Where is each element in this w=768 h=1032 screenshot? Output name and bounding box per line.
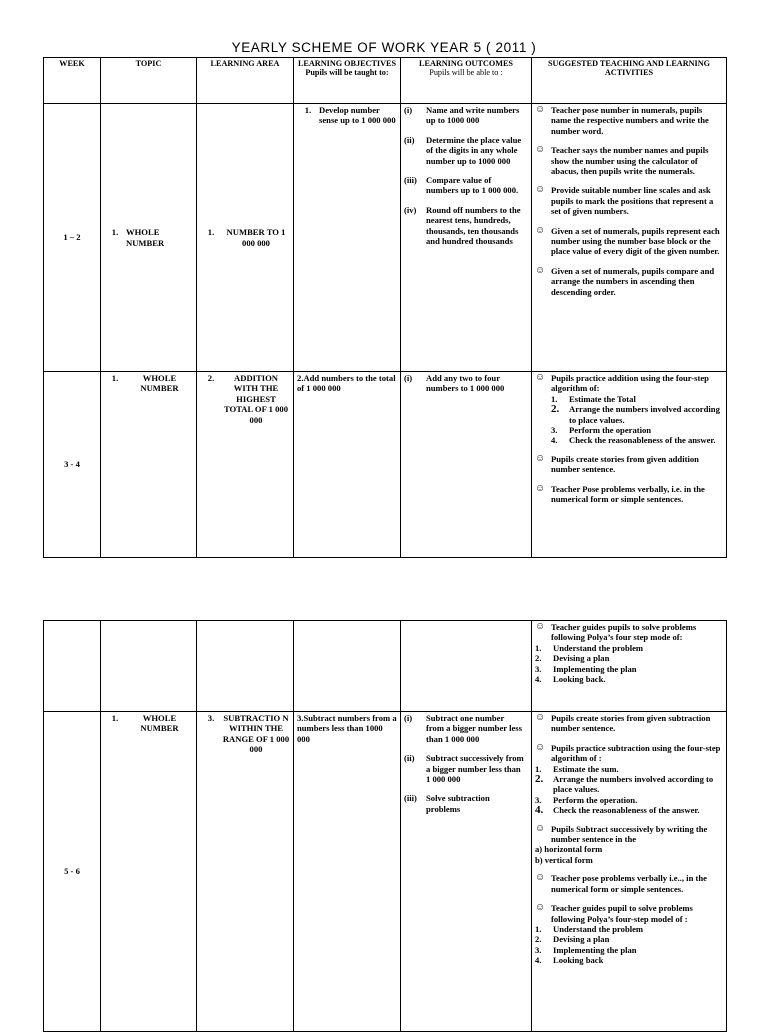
outcome-item: (ii) Subtract successively from a bigger number less than 1 000 000 [404, 753, 524, 785]
topic-text: WHOLE NUMBER [140, 373, 179, 394]
smiley-icon: ☺ [535, 144, 546, 156]
topic-cell [101, 712, 197, 1032]
activity-item: ☺ Teacher pose problems verbally i.e.., in the numerical form or simple sentences. [535, 872, 707, 894]
header-outcomes-sub: Pupils will be able to : [429, 68, 503, 78]
outcome-item: (iii) Solve subtraction problems [404, 793, 490, 814]
week-cell: 5 - 6 [44, 712, 101, 1032]
list-item: 4. Check the reasonableness of the answer. [551, 435, 716, 446]
activities-cell [532, 621, 727, 712]
list-item: 3. Perform the operation. [535, 794, 638, 805]
smiley-icon: ☺ [535, 184, 546, 196]
header-topic: TOPIC [101, 58, 197, 104]
activity-item: ☺ Given a set of numerals, pupils compare and arrange the numbers in ascending then descending order. [535, 264, 715, 297]
header-objectives-sub: Pupils will be taught to: [305, 68, 389, 78]
smiley-icon: ☺ [535, 482, 546, 494]
header-objectives-title: LEARNING OBJECTIVES [297, 59, 397, 68]
list-item: 4. Looking back [535, 955, 604, 966]
area-text: ADDITION WITH THE HIGHEST TOTAL OF 1 000 000 [223, 373, 289, 425]
activity-item: ☺ Teacher guides pupil to solve problems following Polya’s four-step model of : [535, 902, 693, 924]
activities-cell [532, 372, 727, 558]
header-learning-objectives [294, 58, 401, 104]
scheme-table-2 [43, 620, 727, 1032]
list-item: 3. Implementing the plan [535, 663, 637, 674]
outcome-item: (i) Name and write numbers up to 1000 000 [404, 105, 520, 126]
outcome-item: (ii) Determine the place value of the digits in any whole number up to 1000 000 [404, 134, 522, 166]
smiley-icon: ☺ [535, 902, 546, 914]
outcome-item: (i) Add any two to four numbers to 1 000 000 [404, 373, 505, 394]
week-cell: 1 – 2 [44, 104, 101, 372]
polya-steps [535, 643, 723, 685]
topic-cell [101, 621, 197, 712]
scheme-table-1 [43, 57, 727, 558]
learning-area-cell [197, 621, 294, 712]
topic-number: 1. [111, 713, 119, 723]
activity-item: ☺ Given a set of numerals, pupils represent each number using the number base block or the place value of every digit of the given number. [535, 224, 720, 257]
smiley-icon: ☺ [535, 822, 546, 834]
polya-steps [535, 924, 723, 966]
list-item: 4. Looking back. [535, 674, 606, 685]
outcomes-cell [401, 104, 532, 372]
area-text: SUBTRACTIO N WITHIN THE RANGE OF 1 000 000 [222, 713, 290, 755]
list-item: 2. Devising a plan [535, 653, 610, 664]
forms-list [535, 844, 723, 865]
list-item: 1. Estimate the Total [551, 393, 636, 404]
header-week: WEEK [44, 58, 101, 104]
algorithm-steps [535, 764, 723, 816]
algorithm-steps [551, 394, 723, 446]
smiley-icon: ☺ [535, 712, 546, 723]
list-item: b) vertical form [535, 854, 593, 865]
activity-item: ☺ Pupils practice addition using the four-step algorithm of: [535, 372, 709, 394]
area-text: NUMBER TO 1 000 000 [226, 227, 286, 248]
objective-number: 1. [304, 105, 312, 115]
learning-area-cell [197, 712, 294, 1032]
outcomes-cell [401, 372, 532, 558]
activity-item: ☺ Provide suitable number line scales and ask pupils to mark the positions that represent a set of given numbers. [535, 184, 714, 217]
table-row [44, 712, 727, 1032]
header-learning-area: LEARNING AREA [197, 58, 294, 104]
outcomes-cell [401, 712, 532, 1032]
list-item: 4. Check the reasonableness of the answer. [535, 804, 700, 817]
activity-item: ☺ Teacher guides pupils to solve problems following Polya’s four step mode of: [535, 621, 697, 643]
header-learning-outcomes [401, 58, 532, 104]
topic-text: WHOLE NUMBER [140, 713, 179, 734]
smiley-icon: ☺ [535, 741, 546, 753]
activities-cell [532, 712, 727, 1032]
objective-cell [294, 621, 401, 712]
list-item: 1. Understand the problem [535, 642, 644, 653]
outcomes-cell [401, 621, 532, 712]
list-item: 1. Understand the problem [535, 923, 644, 934]
header-row [44, 58, 727, 104]
activity-item: ☺ Pupils create stories from given addition number sentence. [535, 452, 699, 475]
learning-area-cell [197, 372, 294, 558]
list-item: 2. Devising a plan [535, 934, 610, 945]
smiley-icon: ☺ [535, 621, 546, 632]
smiley-icon: ☺ [535, 872, 546, 884]
list-item: 2. Arrange the numbers involved according to place values. [551, 403, 720, 425]
list-item: 1. Estimate the sum. [535, 763, 619, 774]
outcome-item: (iv) Round off numbers to the nearest tens, hundreds, thousands, ten thousands and hundred thousands [404, 204, 521, 247]
topic-number: 1. [111, 227, 119, 238]
area-number: 3. [207, 713, 215, 723]
activity-item: ☺ Teacher says the number names and pupils show the number using the calculator of abacus, then pupils write the numerals. [535, 144, 709, 177]
list-item: 2. Arrange the numbers involved according to place values. [535, 773, 714, 795]
week-cell: 3 - 4 [44, 372, 101, 558]
topic-number: 1. [111, 373, 119, 383]
table-row [44, 621, 727, 712]
learning-area-cell [197, 104, 294, 372]
outcome-item: (iii) Compare value of numbers up to 1 000 000. [404, 175, 519, 196]
topic-text: WHOLE NUMBER [126, 227, 165, 248]
table-row [44, 104, 727, 372]
table-row [44, 372, 727, 558]
area-number: 1. [207, 227, 215, 238]
list-item: 3. Implementing the plan [535, 944, 637, 955]
outcome-item: (i) Subtract one number from a bigger number less than 1 000 000 [404, 713, 522, 744]
activity-item: ☺ Pupils practice subtraction using the four-step algorithm of : [535, 741, 721, 764]
area-number: 2. [207, 373, 215, 383]
activity-item: ☺ Pupils Subtract successively by writing the number sentence in the [535, 822, 708, 845]
list-item: a) horizontal form [535, 844, 603, 855]
objective-cell: 2.Add numbers to the total of 1 000 000 [294, 372, 401, 558]
list-item: 3. Perform the operation [551, 425, 652, 436]
smiley-icon: ☺ [535, 264, 546, 276]
smiley-icon: ☺ [535, 452, 546, 464]
document-title: YEARLY SCHEME OF WORK YEAR 5 ( 2011 ) [231, 40, 537, 55]
week-cell [44, 621, 101, 712]
header-outcomes-title: LEARNING OUTCOMES [419, 59, 513, 68]
activities-cell [532, 104, 727, 372]
smiley-icon: ☺ [535, 104, 546, 115]
topic-cell [101, 104, 197, 372]
smiley-icon: ☺ [535, 224, 546, 236]
header-activities: SUGGESTED TEACHING AND LEARNING ACTIVITIES [532, 58, 727, 104]
topic-cell [101, 372, 197, 558]
activity-item: ☺ Teacher pose number in numerals, pupils name the respective numbers and write the number word. [535, 104, 709, 136]
objective-cell: 3.Subtract numbers from a numbers less than 1000 000 [294, 712, 401, 1032]
activity-item: ☺ Pupils create stories from given subtraction number sentence. [535, 712, 711, 734]
objective-text: Develop number sense up to 1 000 000 [319, 105, 396, 126]
objective-cell [294, 104, 401, 372]
smiley-icon: ☺ [535, 372, 546, 383]
activity-item: ☺ Teacher Pose problems verbally, i.e. in the numerical form or simple sentences. [535, 482, 705, 505]
